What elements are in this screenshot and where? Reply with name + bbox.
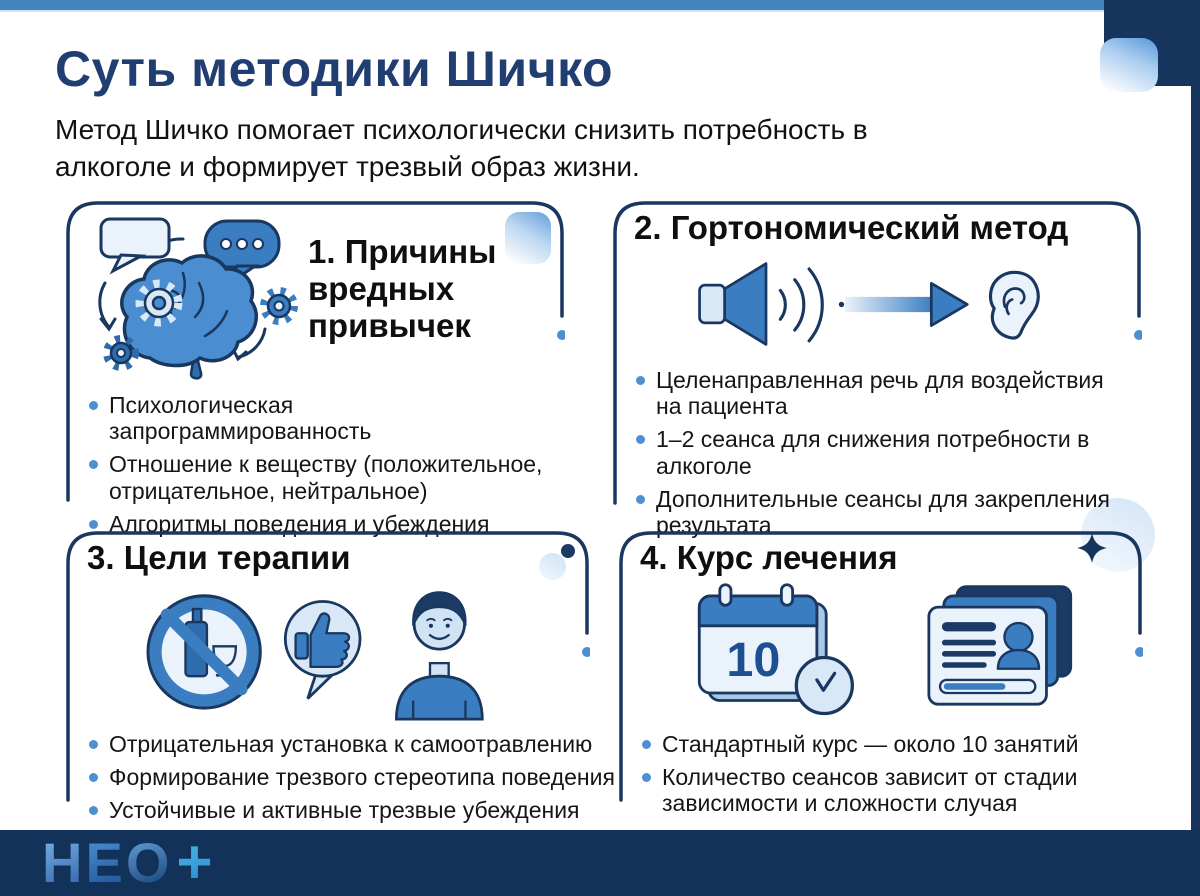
bullet-dot — [636, 495, 645, 504]
page-subtitle: Метод Шичко помогает психологически снизить потребность в алкоголе и формирует трезвый образ жизни. — [55, 114, 868, 182]
logo-letter: Е — [85, 831, 126, 894]
bullet-dot — [636, 435, 645, 444]
brain-icon — [122, 256, 257, 366]
brain-gears-icon — [87, 210, 302, 382]
card-gortonomic-method — [612, 200, 1142, 539]
calendar-clock-icon — [699, 585, 852, 714]
card-title: 4. Курс лечения — [640, 539, 898, 576]
thumbs-up-bubble-icon — [285, 601, 360, 698]
card-treatment-course — [618, 530, 1143, 817]
card-therapy-goals — [65, 530, 615, 824]
gear-icon — [264, 291, 294, 321]
bullet-dot — [89, 740, 98, 749]
card-title: 1. Причины вредных привычек — [308, 233, 497, 344]
id-cards-stack-icon — [928, 587, 1070, 705]
calendar-number: 10 — [725, 633, 780, 688]
bullet-dot — [89, 401, 98, 410]
card-title: 3. Цели терапии — [87, 539, 351, 576]
logo-plus: + — [176, 828, 216, 896]
bullet-item: Отношение к веществу (положительное, отрицательное, нейтральное) — [89, 451, 551, 503]
bullet-dot — [636, 376, 645, 385]
bullet-item: Отрицательная установка к самоотравлению — [89, 731, 576, 757]
bullet-item: Алгоритмы поведения и убеждения — [89, 511, 551, 537]
gear-icon — [107, 339, 135, 367]
neo-plus-logo — [42, 828, 216, 896]
bullet-item: Устойчивые и активные трезвые убеждения — [89, 797, 576, 823]
bullet-dot — [89, 773, 98, 782]
bullet-item: Целенаправленная речь для воздействия на пациента — [636, 367, 1128, 419]
speech-bubble-icon — [101, 219, 169, 257]
top-accent-bar — [0, 0, 1200, 12]
bullet-dot — [89, 460, 98, 469]
bullet-item: Формирование трезвого стереотипа поведения — [89, 764, 576, 790]
bullet-item: 1–2 сеанса для снижения потребности в алкоголе — [636, 426, 1128, 478]
bullet-dot — [642, 740, 651, 749]
bullet-list — [640, 731, 1129, 817]
bullet-dot — [89, 806, 98, 815]
bullet-dot — [642, 773, 651, 782]
logo-letter: Н — [42, 831, 86, 894]
no-alcohol-icon — [148, 596, 260, 708]
bullet-item: Дополнительные сеансы для закрепления результата — [636, 486, 1128, 538]
bullet-list — [87, 730, 615, 824]
therapy-goals-icons — [117, 581, 547, 721]
arrow-right-icon — [845, 297, 933, 312]
page-title: Суть методики Шичко — [55, 41, 614, 97]
treatment-course-icons — [670, 581, 1100, 721]
bullet-item: Психологическая запрограммированность — [89, 392, 551, 444]
card-causes-of-bad-habits — [65, 200, 565, 537]
footer-bar — [0, 830, 1200, 896]
sound-waves-icon — [780, 290, 785, 319]
bullet-list — [634, 367, 1128, 538]
logo-letter: О — [125, 831, 173, 894]
bullet-item: Количество сеансов зависит от стадии зависимости и сложности случая — [642, 764, 1129, 816]
bullet-list — [87, 392, 551, 537]
person-icon — [396, 592, 482, 719]
gear-icon — [140, 284, 178, 322]
speech-to-ear-icon — [671, 251, 1091, 357]
bullet-dot — [89, 520, 98, 529]
card-title: 2. Гортономический метод — [634, 209, 1069, 246]
speaker-icon — [700, 285, 725, 323]
bullet-item: Стандартный курс — около 10 занятий — [642, 731, 1129, 757]
ear-icon — [991, 272, 1039, 338]
right-edge-strip — [1191, 0, 1200, 896]
gradient-square-decoration — [1100, 38, 1158, 92]
